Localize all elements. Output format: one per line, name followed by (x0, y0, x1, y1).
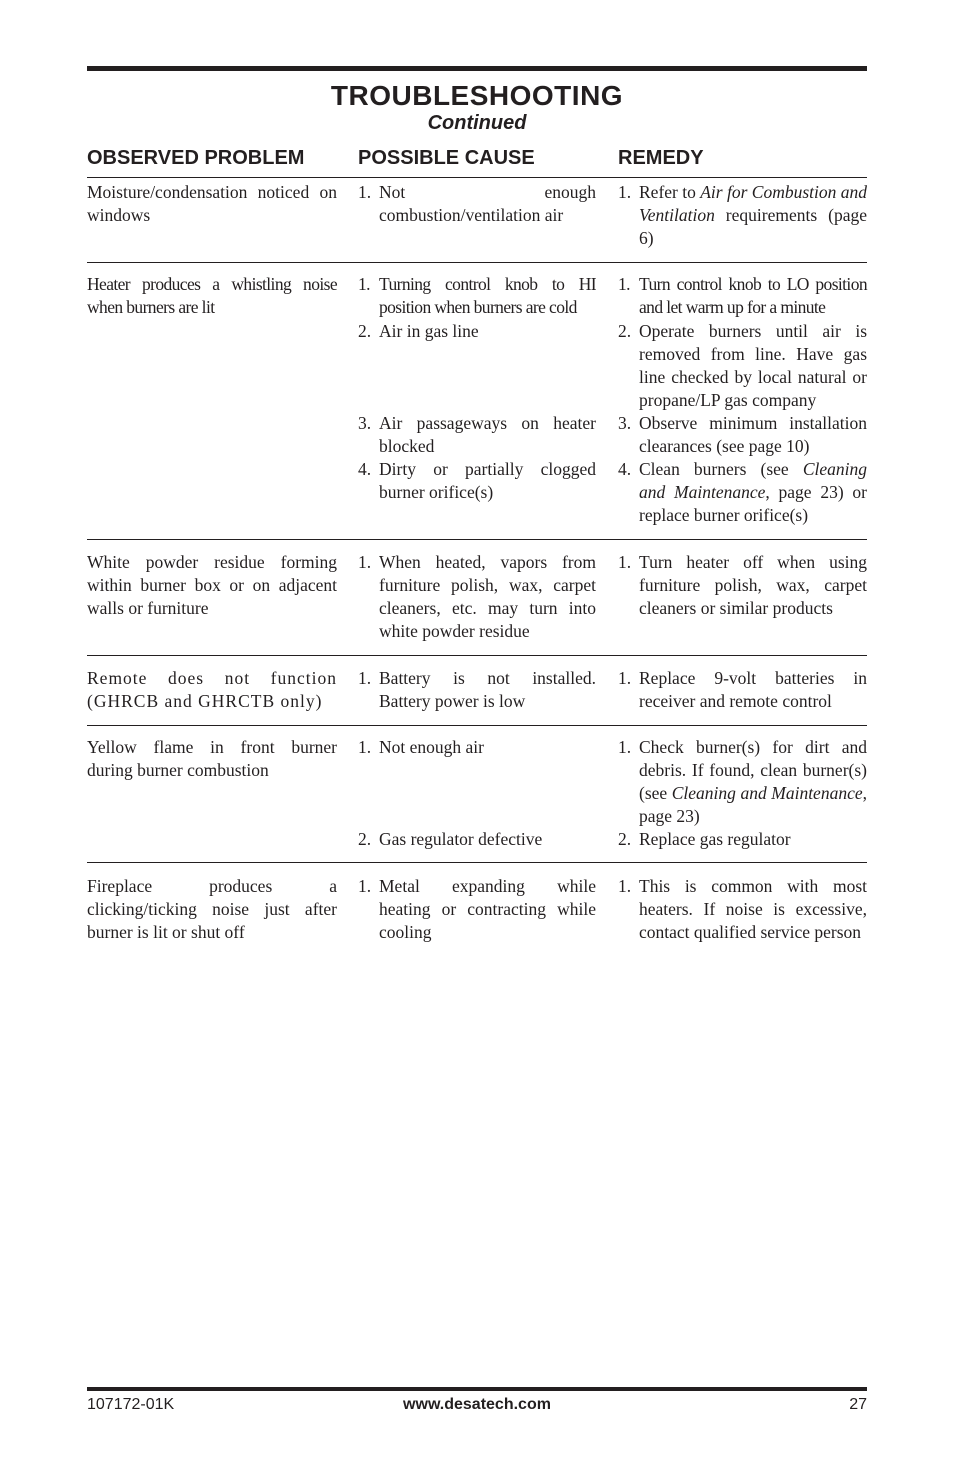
row-6-remedy-1: 1. This is common with most heaters. If noise is excessive, contact qualified service person (618, 876, 867, 942)
website-link[interactable]: www.desatech.com (403, 1396, 551, 1413)
row-2-cause-3: 3. Air passageways on heater blocked (358, 413, 596, 456)
page-subtitle: Continued (427, 112, 527, 134)
column-header-problem: OBSERVED PROBLEM (87, 147, 305, 169)
cause-text: Not enough combustion/ventilation air (379, 182, 596, 225)
doc-number: 107172-01K (87, 1396, 175, 1413)
row-2-remedy-2: 2. Operate burners until air is removed from line. Have gas line checked by local natural or propane/LP gas company (618, 321, 867, 410)
row-2-cause-1: 1. Turning control knob to HI position when burners are cold (358, 274, 596, 317)
row-divider (87, 725, 867, 726)
row-4-remedy-1: 1. Replace 9-volt batteries in receiver and remote control (618, 668, 867, 711)
remedy-text: Replace gas regulator (639, 829, 791, 849)
row-4-cause-1: 1. Battery is not installed. Battery power is low (358, 668, 596, 711)
remedy-text: Replace 9-volt batteries in receiver and remote control (639, 668, 867, 711)
row-divider (87, 262, 867, 263)
row-2-remedy-3: 3. Observe minimum installation clearances (see page 10) (618, 413, 867, 456)
row-2-remedy-1: 1. Turn control knob to LO position and let warm up for a minute (618, 274, 867, 317)
cause-text: Metal expanding while heating or contracting while cooling (379, 876, 596, 942)
cause-text: Air passageways on heater blocked (379, 413, 596, 456)
remedy-text: Check burner(s) for dirt and debris. If found, clean burner(s) (see Cleaning and Maintenance, page 23) (639, 737, 867, 826)
row-4-problem: Remote does not function (GHRCB and GHRCTB only) (87, 668, 337, 711)
row-1-remedy-1: 1. Refer to Air for Combustion and Ventilation requirements (page 6) (618, 182, 867, 248)
row-divider (87, 862, 867, 863)
remedy-text: Refer to Air for Combustion and Ventilation requirements (page 6) (639, 182, 867, 248)
remedy-text: This is common with most heaters. If noise is excessive, contact qualified service person (639, 876, 867, 942)
row-2-cause-4: 4. Dirty or partially clogged burner orifice(s) (358, 459, 596, 502)
row-5-remedy-2: 2. Replace gas regulator (618, 828, 867, 851)
row-6-problem: Fireplace produces a clicking/ticking noise just after burner is lit or shut off (87, 876, 337, 942)
page-title: TROUBLESHOOTING (330, 80, 624, 111)
column-header-remedy: REMEDY (618, 147, 704, 169)
cause-text: Dirty or partially clogged burner orifice(s) (379, 459, 596, 502)
remedy-text: Operate burners until air is removed from line. Have gas line checked by local natural or propane/LP gas company (639, 321, 867, 410)
remedy-text: Observe minimum installation clearances (see page 10) (639, 413, 867, 456)
remedy-text: Turn heater off when using furniture polish, wax, carpet cleaners or similar products (639, 552, 867, 618)
row-1-problem: Moisture/condensation noticed on windows (87, 182, 337, 225)
cause-text: Gas regulator defective (379, 829, 543, 849)
cause-text: Battery is not installed. Battery power is low (379, 668, 596, 711)
cause-text: Not enough air (379, 737, 484, 757)
footer-rule (87, 1387, 867, 1391)
row-2-problem: Heater produces a whistling noise when burners are lit (87, 274, 337, 317)
remedy-text: Clean burners (see Cleaning and Maintenance, page 23) or replace burner orifice(s) (639, 459, 867, 525)
row-3-problem: White powder residue forming within burner box or on adjacent walls or furniture (87, 552, 337, 618)
cause-text: Air in gas line (379, 321, 479, 341)
row-5-problem: Yellow flame in front burner during burner combustion (87, 737, 337, 780)
row-5-remedy-1: 1. Check burner(s) for dirt and debris. If found, clean burner(s) (see Cleaning and Maintenance, page 23) (618, 737, 867, 826)
cause-text: Turning control knob to HI position when burners are cold (379, 274, 596, 317)
cause-text: When heated, vapors from furniture polish, wax, carpet cleaners, etc. may turn into white powder residue (379, 552, 596, 641)
row-divider (87, 655, 867, 656)
remedy-text: Turn control knob to LO position and let warm up for a minute (639, 274, 867, 317)
header-rule (87, 177, 867, 178)
row-5-cause-1: 1. Not enough air (358, 736, 596, 759)
row-2-cause-2: 2. Air in gas line (358, 320, 596, 343)
row-6-cause-1: 1. Metal expanding while heating or contracting while cooling (358, 876, 596, 942)
row-1-cause-1: 1. Not enough combustion/ventilation air (358, 182, 596, 225)
row-5-cause-2: 2. Gas regulator defective (358, 828, 596, 851)
page-number: 27 (849, 1396, 867, 1413)
column-header-cause: POSSIBLE CAUSE (358, 147, 535, 169)
row-3-remedy-1: 1. Turn heater off when using furniture polish, wax, carpet cleaners or similar products (618, 552, 867, 618)
row-3-cause-1: 1. When heated, vapors from furniture polish, wax, carpet cleaners, etc. may turn into white powder residue (358, 552, 596, 641)
row-2-remedy-4: 4. Clean burners (see Cleaning and Maintenance, page 23) or replace burner orifice(s) (618, 459, 867, 525)
row-divider (87, 539, 867, 540)
top-rule (87, 66, 867, 71)
